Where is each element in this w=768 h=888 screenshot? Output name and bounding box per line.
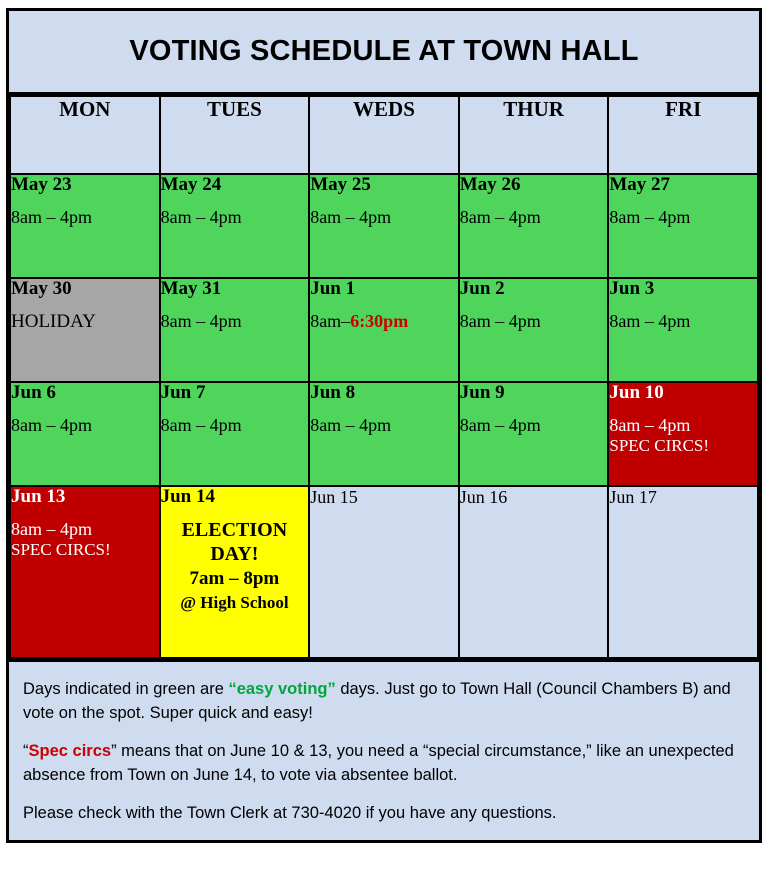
- election-line-1: ELECTION: [181, 518, 288, 541]
- day-date: May 26: [459, 174, 521, 195]
- day-cell-spec-circs: [608, 382, 758, 486]
- day-date: Jun 17: [609, 487, 657, 507]
- day-time: 8am – 4pm: [459, 310, 541, 331]
- day-cell: [309, 278, 459, 382]
- day-time: 8am – 4pm: [160, 414, 242, 435]
- day-date: May 24: [160, 174, 222, 195]
- day-date: Jun 6: [11, 382, 56, 403]
- day-cell: [309, 382, 459, 486]
- day-cell: [459, 174, 609, 278]
- day-date: Jun 10: [609, 382, 664, 403]
- note-spec-circs: [23, 740, 745, 788]
- day-cell: [10, 382, 160, 486]
- column-header-weds: WEDS: [309, 96, 459, 174]
- note1-green-highlight: “easy voting”: [228, 680, 336, 698]
- note1-part2: days. Just go to Town Hall (Council Chambers B) and vote on the spot. Super quick and easy!: [23, 680, 731, 722]
- day-time: 8am – 4pm: [11, 414, 92, 435]
- day-cell: [459, 382, 609, 486]
- note2-quote-open: “: [23, 741, 29, 760]
- schedule-container: [6, 8, 762, 843]
- day-cell-election-day: [160, 486, 310, 658]
- day-time: 8am – 4pm: [609, 310, 691, 331]
- day-date: Jun 1: [310, 278, 356, 299]
- calendar-header-row: [10, 96, 758, 174]
- day-time: 8am – 4pm: [160, 206, 242, 227]
- title-bar: [9, 11, 759, 95]
- note1-part1: Days indicated in green are: [23, 680, 229, 698]
- day-date: May 23: [11, 174, 72, 195]
- day-date: Jun 14: [160, 486, 215, 507]
- day-date: Jun 15: [310, 487, 358, 507]
- day-time: 8am – 4pm: [160, 310, 242, 331]
- day-cell-holiday: [10, 278, 160, 382]
- day-time-highlight: 6:30pm: [350, 310, 409, 331]
- day-date: Jun 7: [160, 382, 206, 403]
- day-spec-circs-note: SPEC CIRCS!: [11, 539, 111, 559]
- day-time: 8am – 4pm: [609, 206, 691, 227]
- calendar-table: [9, 95, 759, 659]
- notes-section: [9, 659, 759, 840]
- column-header-thur: THUR: [459, 96, 609, 174]
- note-easy-voting: [23, 678, 745, 726]
- day-cell: [160, 174, 310, 278]
- day-time: 8am – 4pm: [609, 414, 691, 435]
- page-title: VOTING SCHEDULE AT TOWN HALL: [129, 35, 639, 67]
- day-time: 8am – 4pm: [459, 414, 541, 435]
- note2-rest: ” means that on June 10 & 13, you need a “special circumstance,” like an unexpected absence from Town on June 14, to vote via absentee ballot.: [23, 741, 734, 784]
- calendar-row: [10, 382, 758, 486]
- day-date: May 25: [310, 174, 371, 195]
- calendar-row: [10, 278, 758, 382]
- day-holiday-label: HOLIDAY: [11, 310, 96, 332]
- day-date: May 31: [160, 278, 222, 299]
- day-cell: [608, 278, 758, 382]
- day-time: 8am – 4pm: [11, 518, 92, 539]
- day-date: Jun 2: [459, 278, 505, 299]
- day-date: Jun 16: [459, 487, 508, 507]
- day-date: Jun 9: [459, 382, 505, 403]
- day-date: Jun 8: [310, 382, 356, 403]
- day-time-prefix: 8am–: [310, 310, 351, 331]
- day-cell-spec-circs: [10, 486, 160, 658]
- election-day-info: [161, 519, 309, 613]
- day-cell: [608, 174, 758, 278]
- day-date: Jun 3: [609, 278, 655, 299]
- day-cell: [309, 486, 459, 658]
- note-town-clerk: Please check with the Town Clerk at 730-4020 if you have any questions.: [23, 803, 557, 822]
- calendar-row: [10, 174, 758, 278]
- day-cell: [160, 278, 310, 382]
- day-date: May 27: [609, 174, 671, 195]
- day-time: 8am – 4pm: [310, 414, 392, 435]
- day-time: [310, 311, 458, 332]
- day-time: 8am – 4pm: [11, 206, 92, 227]
- column-header-mon: MON: [10, 96, 160, 174]
- day-date: Jun 13: [11, 486, 66, 507]
- election-line-3: 7am – 8pm: [189, 568, 280, 590]
- day-cell: [10, 174, 160, 278]
- election-line-2: DAY!: [210, 542, 259, 565]
- day-time: 8am – 4pm: [459, 206, 541, 227]
- day-date: May 30: [11, 278, 72, 299]
- note2-red-highlight: Spec circs: [28, 741, 112, 760]
- calendar-row: [10, 486, 758, 658]
- day-cell: [608, 486, 758, 658]
- day-time: 8am – 4pm: [310, 206, 392, 227]
- day-cell: [309, 174, 459, 278]
- day-cell: [160, 382, 310, 486]
- day-cell: [459, 486, 609, 658]
- column-header-fri: FRI: [608, 96, 758, 174]
- election-line-4: @ High School: [180, 592, 289, 612]
- day-cell: [459, 278, 609, 382]
- day-spec-circs-note: SPEC CIRCS!: [609, 435, 710, 455]
- column-header-tues: TUES: [160, 96, 310, 174]
